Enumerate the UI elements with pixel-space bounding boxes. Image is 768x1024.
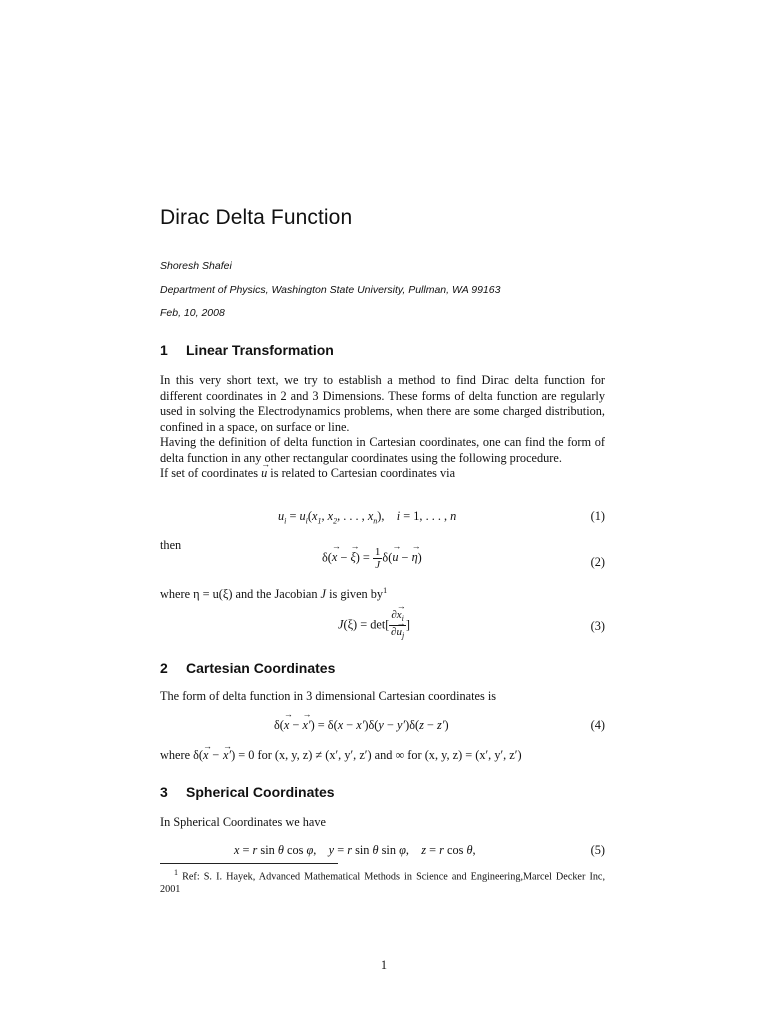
text-run: is given by [326, 587, 384, 602]
text-run: is related to Cartesian coordinates via [267, 466, 456, 480]
section-title: Linear Transformation [186, 342, 334, 358]
paper-title: Dirac Delta Function [160, 206, 353, 229]
section-title: Spherical Coordinates [186, 784, 335, 800]
section-3-heading [160, 784, 335, 800]
equation-number: (1) [590, 509, 605, 523]
section-1-heading [160, 342, 334, 358]
text-run: If set of coordinates [160, 466, 262, 480]
affiliation: Department of Physics, Washington State University, Pullman, WA 99163 [160, 284, 501, 296]
footnote-text: Ref: S. I. Hayek, Advanced Mathematical Methods in Science and Engineering,Marcel Decker Inc, 2001 [160, 871, 605, 896]
equation-number: (2) [590, 555, 605, 569]
then-text: then [160, 538, 182, 552]
text-run: where δ( [160, 748, 204, 762]
paragraph: Having the definition of delta function in Cartesian coordinates, one can find the form of delta function in any other rectangular coordinates using the following procedure. [160, 435, 605, 465]
equation-number: (3) [590, 619, 605, 633]
section-2-heading [160, 660, 335, 676]
page-number: 1 [380, 958, 388, 972]
equation-number: (5) [590, 843, 605, 857]
equation-body: $u_i = u_i(x_1$, $x_2$, . . . , $x_n$), i = 1, . . . , n [278, 509, 457, 526]
text-run: where η = u(ξ) and the Jacobian [160, 587, 321, 602]
text-run: ) = 0 for (x, y, z) ≠ (x′, y′, z′) and ∞ for (x, y, z) = (x′, y′, z′) [231, 748, 522, 762]
date: Feb, 10, 2008 [160, 307, 225, 319]
author: Shoresh Shafei [160, 260, 232, 272]
section-2-intro: The form of delta function in 3 dimensional Cartesian coordinates is [160, 689, 497, 703]
jacobian-symbol: J [320, 587, 327, 602]
section-title: Cartesian Coordinates [186, 660, 336, 676]
section-number: 1 [160, 342, 168, 358]
vector-symbol: → u [261, 466, 267, 480]
section-3-intro: In Spherical Coordinates we have [160, 815, 326, 829]
equation-number: (4) [590, 718, 605, 732]
equation-body: J(ξ) = det[ $\frac{\partial\to x_i}{\partial\to u_j}$ ] [338, 609, 410, 642]
section-2-where: where δ(→ x − → x′) = 0 for (x, y, z) ≠ (x′, y′, z′) and ∞ for (x, y, z) = (x′, y′, z′) [160, 748, 522, 763]
section-number: 2 [160, 660, 168, 676]
paragraph [160, 466, 605, 482]
equation-body: δ(→ x − → x′) = δ(x − x′)δ(y − y′)δ(z − z′) [274, 718, 449, 733]
jacobian-text [160, 583, 387, 602]
section-1-body [160, 373, 605, 482]
equation-body: x = r sin θ cos φ, y = r sin θ sin φ, z = r cos θ, [234, 843, 476, 857]
footnote-marker: 1 [174, 868, 178, 877]
equation-body: δ(→ x − → ξ) = $\frac{1}{J}$ δ(→ u − → η) [322, 546, 422, 571]
footnote [160, 866, 605, 896]
paragraph: In this very short text, we try to establish a method to find Dirac delta function for different coordinates in 2 and 3 Dimensions. These forms of delta function are regularly used in solving the Electrodynamics problems, when there are some charged distribution, confined in a space, on surface or line. [160, 373, 605, 434]
section-number: 3 [160, 784, 168, 800]
footnote-marker: 1 [383, 586, 388, 595]
footnote-rule [160, 863, 338, 864]
